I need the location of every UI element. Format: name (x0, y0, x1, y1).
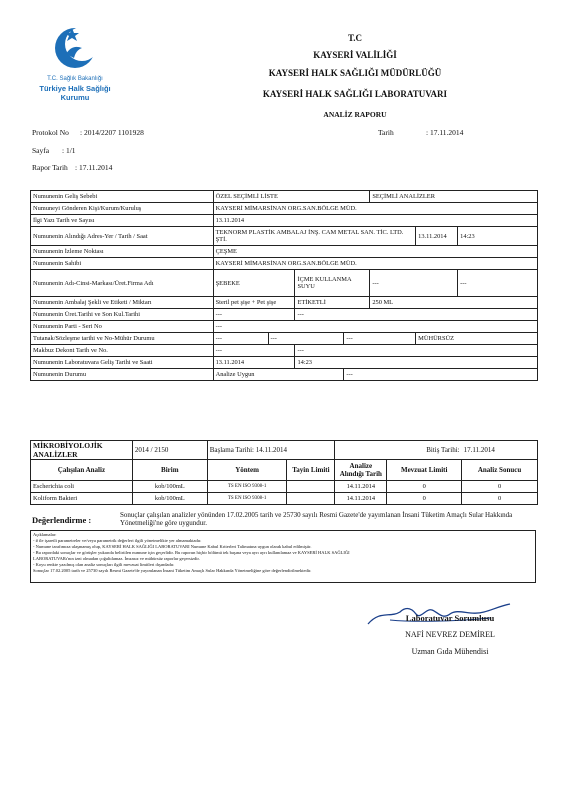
header-mudurluk: KAYSERİ HALK SAĞLIĞI MÜDÜRLÜĞÜ (268, 68, 442, 78)
row-label: Makbuz Dekont Tarih ve No. (31, 345, 214, 357)
rapor-tarih-value: : 17.11.2014 (75, 163, 113, 172)
col-header: Analize Alındığı Tarih (335, 460, 387, 481)
table-row (31, 345, 538, 357)
ministry-logo (30, 20, 120, 120)
cell: ETİKETLİ (295, 297, 370, 309)
cell: ÇEŞME (213, 246, 537, 258)
table-row (31, 246, 538, 258)
header-tc: T.C (347, 33, 363, 43)
result: 0 (462, 493, 538, 505)
note-line: LABORATUVARı'nın izni olmadan çoğaltılamaz. İmzasız ve mühürsüz raporlar geçersizdir. (33, 556, 200, 561)
detection-limit (287, 493, 335, 505)
evaluation-label: Değerlendirme : (32, 515, 92, 525)
header-valilik: KAYSERİ VALİLİĞİ (313, 50, 397, 60)
table-row (31, 493, 538, 505)
microbiology-table (30, 440, 538, 505)
method: TS EN ISO 9308-1 (207, 493, 287, 505)
analysis-date: 14.11.2014 (335, 481, 387, 493)
protokol-label: Protokol No (32, 128, 69, 137)
col-header: Tayin Limiti (287, 460, 335, 481)
table-row (31, 481, 538, 493)
detection-limit (287, 481, 335, 493)
rapor-tarih-label: Rapor Tarih (32, 163, 68, 172)
table-row (31, 203, 538, 215)
table-row (31, 227, 538, 246)
evaluation-text: Sonuçlar çalışılan analizler yönünden 17.02.2005 tarih ve 25730 sayılı Resmi Gazete'de yayımlanan İnsani Tüketim Amaçlı Sular Hakkında Yönetmeliği'ne göre uygundur. (120, 511, 513, 527)
protokol-value: : 2014/2207 1101928 (80, 128, 144, 137)
micro-header-row (31, 460, 538, 481)
row-label: İlgi Yazı Tarih ve Sayısı (31, 215, 214, 227)
cell: KAYSERİ MİMARSİNAN ORG.SAN.BÖLGE MÜD. (213, 203, 537, 215)
row-label: Tutanak/Sözleşme tarihi ve No-Mühür Durumu (31, 333, 214, 345)
cell: TEKNORM PLASTİK AMBALAJ İNŞ. CAM METAL SAN. TİC. LTD. ŞTİ. (213, 227, 416, 246)
cell: İÇME KULLANMA SUYU (295, 270, 370, 297)
crescent-star-icon (30, 20, 120, 80)
micro-end-label: Bitiş Tarihi: (387, 441, 462, 460)
table-row (31, 333, 538, 345)
regulatory-limit: 0 (387, 493, 462, 505)
table-row (31, 369, 538, 381)
col-header: Çalışılan Analiz (31, 460, 133, 481)
cell: Analize Uygun (213, 369, 344, 381)
cell: 14:23 (295, 357, 538, 369)
method: TS EN ISO 9308-1 (207, 481, 287, 493)
table-row (31, 191, 538, 203)
row-label: Numunenin Ambalaj Şekli ve Etiketi / Miktarı (31, 297, 214, 309)
cell: 14:23 (458, 227, 538, 246)
header-lab: KAYSERİ HALK SAĞLIĞI LABORATUVARI (262, 89, 448, 99)
table-row (31, 309, 538, 321)
signature-name: NAFİ NEVREZ DEMİREL (405, 630, 495, 639)
cell: 250 ML (370, 297, 538, 309)
col-header: Yöntem (207, 460, 287, 481)
cell: --- (295, 309, 538, 321)
table-row (31, 357, 538, 369)
note-line: Sonuçlar 17.02.2005 tarih ve 25730 sayılı Resmi Gazete'de yayımlanan İnsani Tüketim Amaçlı Sular Hakkında Yönetmeliğine göre değerlendirilmektedir. (33, 568, 312, 573)
cell: 13.11.2014 (416, 227, 458, 246)
row-label: Numunenin Geliş Sebebi (31, 191, 214, 203)
analysis-date: 14.11.2014 (335, 493, 387, 505)
note-line: - # ile işaretli parametreler ve/veya parametrik değerleri ilgili yönetmelikte yer almamaktadır. (33, 538, 202, 543)
table-row (31, 215, 538, 227)
logo-line3: Kurumu (60, 93, 90, 102)
sayfa-value: : 1/1 (62, 146, 76, 155)
cell: SEÇİMLİ ANALİZLER (370, 191, 538, 203)
row-label: Numunenin Adı-Cinsi-Markası/Üret.Firma Adı (31, 270, 214, 297)
row-label: Numunenin Alındığı Adres-Yer / Tarih / Saat (31, 227, 214, 246)
cell: ÖZEL SEÇİMLİ LİSTE (213, 191, 370, 203)
unit: kob/100mL (132, 481, 207, 493)
note-line: - Koyu renkte yazılmış olan analiz sonuçları ilgili mevzuat limitleri dışındadır. (33, 562, 175, 567)
micro-title-row (31, 441, 538, 460)
cell: --- (344, 369, 538, 381)
result: 0 (462, 481, 538, 493)
notes-box (30, 530, 536, 583)
col-header: Analiz Sonucu (462, 460, 538, 481)
tarih-label: Tarih (378, 128, 394, 137)
cell: --- (213, 345, 295, 357)
sayfa-label: Sayfa (32, 146, 50, 155)
analysis-name: Koliform Bakteri (31, 493, 133, 505)
cell: --- (268, 333, 344, 345)
notes-title: Açıklamalar: (33, 532, 57, 537)
cell: --- (370, 270, 458, 297)
signature-title: Uzman Gıda Mühendisi (411, 647, 489, 656)
cell: KAYSERİ MİMARSİNAN ORG.SAN.BÖLGE MÜD. (213, 258, 537, 270)
table-row (31, 321, 538, 333)
header-report-title: ANALİZ RAPORU (323, 110, 387, 119)
row-label: Numunenin Parti - Seri No (31, 321, 214, 333)
note-line: - Numune tarafımıza ulaşmamış olup, KAYSERİ HALK SAĞLIĞI LABORATUVARI Numune Kabul Kriterleri Talimatına uygun olarak kabul edilmiştir. (33, 544, 312, 549)
cell: --- (213, 321, 537, 333)
regulatory-limit: 0 (387, 481, 462, 493)
sample-info-table (30, 190, 538, 381)
row-label: Numunenin Laboratuvara Geliş Tarihi ve Saati (31, 357, 214, 369)
row-label: Numunenin Durumu (31, 369, 214, 381)
cell: Steril pet şişe + Pet şişe (213, 297, 295, 309)
table-row (31, 258, 538, 270)
cell: 13.11.2014 (213, 215, 537, 227)
micro-no: 2014 / 2150 (132, 441, 207, 460)
micro-end-value: 17.11.2014 (462, 441, 538, 460)
col-header: Mevzuat Limiti (387, 460, 462, 481)
signature-role: Laboratuvar Sorumlusu (405, 613, 495, 623)
cell: --- (344, 333, 416, 345)
cell: 13.11.2014 (213, 357, 295, 369)
micro-start: Başlama Tarihi: 14.11.2014 (207, 441, 335, 460)
cell: ŞEBEKE (213, 270, 295, 297)
logo-line2: Türkiye Halk Sağlığı (39, 84, 111, 93)
note-line: - Bu rapordaki sonuçlar ve görüşler yukarıda belirtilen numune için geçerlidir. Bu raporun hiçbir bölümü tek başına veya ayrı ayrı kullanılamaz ve KAYSERİ HALK SAĞLIĞI (33, 550, 350, 555)
analysis-name: Escherichia coli (31, 481, 133, 493)
logo-line1: T.C. Sağlık Bakanlığı (47, 76, 103, 82)
row-label: Numunenin Üret.Tarihi ve Son Kul.Tarihi (31, 309, 214, 321)
row-label: Numunenin Sahibi (31, 258, 214, 270)
table-row (31, 270, 538, 297)
row-label: Numunenin İzleme Noktası (31, 246, 214, 258)
col-header: Birim (132, 460, 207, 481)
unit: kob/100mL (132, 493, 207, 505)
row-label: Numuneyi Gönderen Kişi/Kurum/Kuruluş (31, 203, 214, 215)
table-row (31, 297, 538, 309)
cell: --- (295, 345, 538, 357)
tarih-value: : 17.11.2014 (426, 128, 464, 137)
cell: --- (213, 333, 268, 345)
cell: MÜHÜRSÜZ (416, 333, 538, 345)
micro-title: MİKROBİYOLOJİK ANALİZLER (31, 441, 133, 460)
cell: --- (213, 309, 295, 321)
cell: --- (458, 270, 538, 297)
